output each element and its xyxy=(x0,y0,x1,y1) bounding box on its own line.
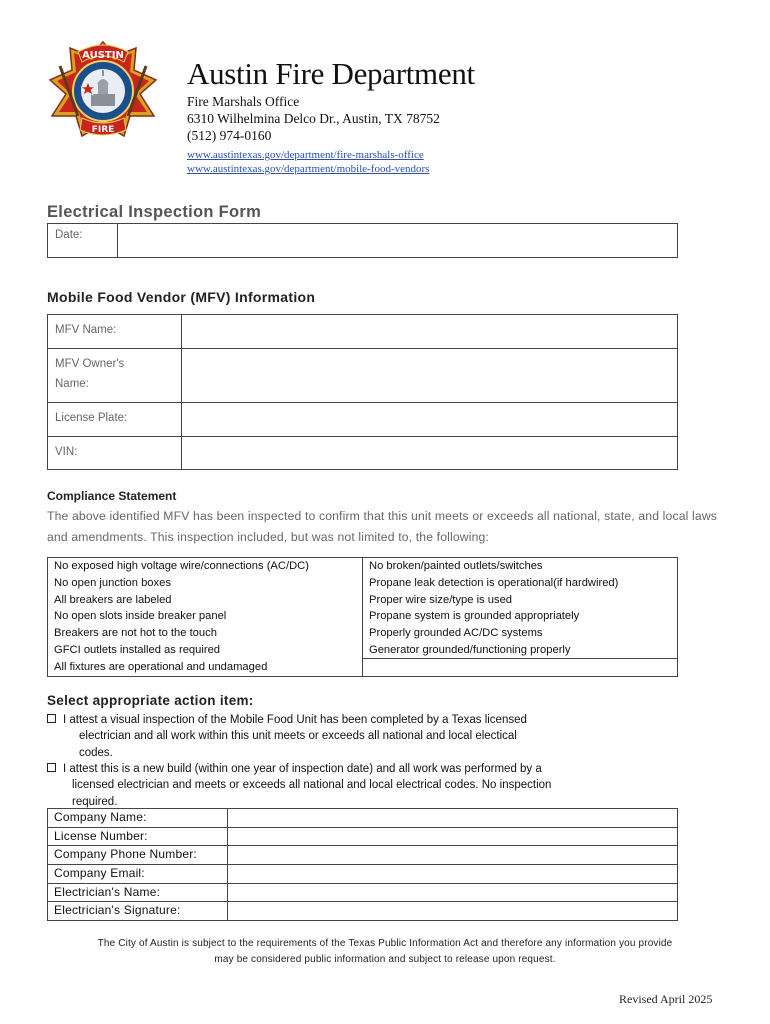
revision-date: Revised April 2025 xyxy=(619,992,713,1006)
office-address: 6310 Wilhelmina Delco Dr., Austin, TX 78752 xyxy=(187,111,440,126)
mfv-name-label: MFV Name: xyxy=(48,315,182,349)
action-title: Select appropriate action item: xyxy=(47,693,254,708)
office-name: Fire Marshals Office xyxy=(187,94,300,109)
office-phone: (512) 974-0160 xyxy=(187,128,272,143)
mfv-name-field[interactable] xyxy=(182,315,678,349)
list-item: No open slots inside breaker panel xyxy=(54,610,227,623)
license-plate-field[interactable] xyxy=(182,403,678,437)
list-item: GFCI outlets installed as required xyxy=(54,643,221,656)
mfv-info-table xyxy=(47,314,678,470)
list-item: Generator grounded/functioning properly xyxy=(369,643,571,656)
option-1-checkbox[interactable] xyxy=(47,714,56,723)
license-number-label: License Number: xyxy=(48,827,228,846)
vin-label: VIN: xyxy=(48,437,182,470)
date-table xyxy=(47,223,678,258)
electrician-name-field[interactable] xyxy=(228,883,678,902)
company-email-label: Company Email: xyxy=(48,865,228,884)
electrician-name-label: Electrician's Name: xyxy=(48,883,228,902)
list-item: Breakers are not hot to the touch xyxy=(54,627,217,640)
list-item: No exposed high voltage wire/connections (AC/DC) xyxy=(54,560,309,572)
company-email-field[interactable] xyxy=(228,865,678,884)
action-option-1: I attest a visual inspection of the Mobile Food Unit has been completed by a Texas licensed electrician and all work within this unit meets or exceeds all national and local electical codes. xyxy=(47,712,527,761)
mobile-food-vendors-link[interactable]: www.austintexas.gov/department/mobile-food-vendors xyxy=(187,163,430,175)
fire-marshals-link[interactable]: www.austintexas.gov/department/fire-marshals-office xyxy=(187,149,424,161)
list-item: All fixtures are operational and undamaged xyxy=(54,660,268,673)
list-item: Properly grounded AC/DC systems xyxy=(369,627,543,640)
company-name-field[interactable] xyxy=(228,809,678,828)
mfv-section-title: Mobile Food Vendor (MFV) Information xyxy=(47,289,316,305)
compliance-text: The above identified MFV has been inspected to confirm that this unit meets or exceeds all national, state, and local laws and amendments. This inspection included, but was not limited to, the following: xyxy=(47,509,718,544)
license-number-field[interactable] xyxy=(228,827,678,846)
list-item: No open junction boxes xyxy=(54,576,171,589)
action-option-2: I attest this is a new build (within one year of inspection date) and all work was performed by a licensed electrician and meets or exceeds all national and local electrical codes. No inspection required. xyxy=(47,761,551,810)
list-item: No broken/painted outlets/switches xyxy=(369,560,543,572)
mfv-owner-field[interactable] xyxy=(182,349,678,403)
electrician-signature-label: Electrician's Signature: xyxy=(48,902,228,921)
electrician-signature-field[interactable] xyxy=(228,902,678,921)
license-plate-label: License Plate: xyxy=(48,403,182,437)
logo-bottom-text: FIRE xyxy=(91,125,115,135)
list-item: Propane system is grounded appropriately xyxy=(369,610,580,623)
austin-fire-logo xyxy=(44,36,162,140)
header-block xyxy=(187,55,475,176)
list-item: Proper wire size/type is used xyxy=(369,593,513,606)
list-item: Propane leak detection is operational(if hardwired) xyxy=(369,576,619,589)
company-name-label: Company Name: xyxy=(48,809,228,828)
department-title: Austin Fire Department xyxy=(187,56,475,91)
company-phone-label: Company Phone Number: xyxy=(48,846,228,865)
electrician-table xyxy=(47,808,678,921)
company-phone-field[interactable] xyxy=(228,846,678,865)
date-field[interactable] xyxy=(118,224,678,258)
checklist-left xyxy=(48,558,363,677)
public-info-notice: The City of Austin is subject to the requirements of the Texas Public Information Act and therefore any information you provide may be considered public information and subject to release upon request. xyxy=(97,938,673,965)
option-2-checkbox[interactable] xyxy=(47,763,56,772)
logo-top-text: AUSTIN xyxy=(82,50,124,61)
vin-field[interactable] xyxy=(182,437,678,470)
form-title: Electrical Inspection Form xyxy=(47,203,262,221)
compliance-title: Compliance Statement xyxy=(47,489,177,503)
list-item: All breakers are labeled xyxy=(54,593,172,606)
date-label: Date: xyxy=(48,224,118,258)
checklist-divider xyxy=(362,658,678,659)
mfv-owner-label: MFV Owner's Name: xyxy=(48,349,182,403)
